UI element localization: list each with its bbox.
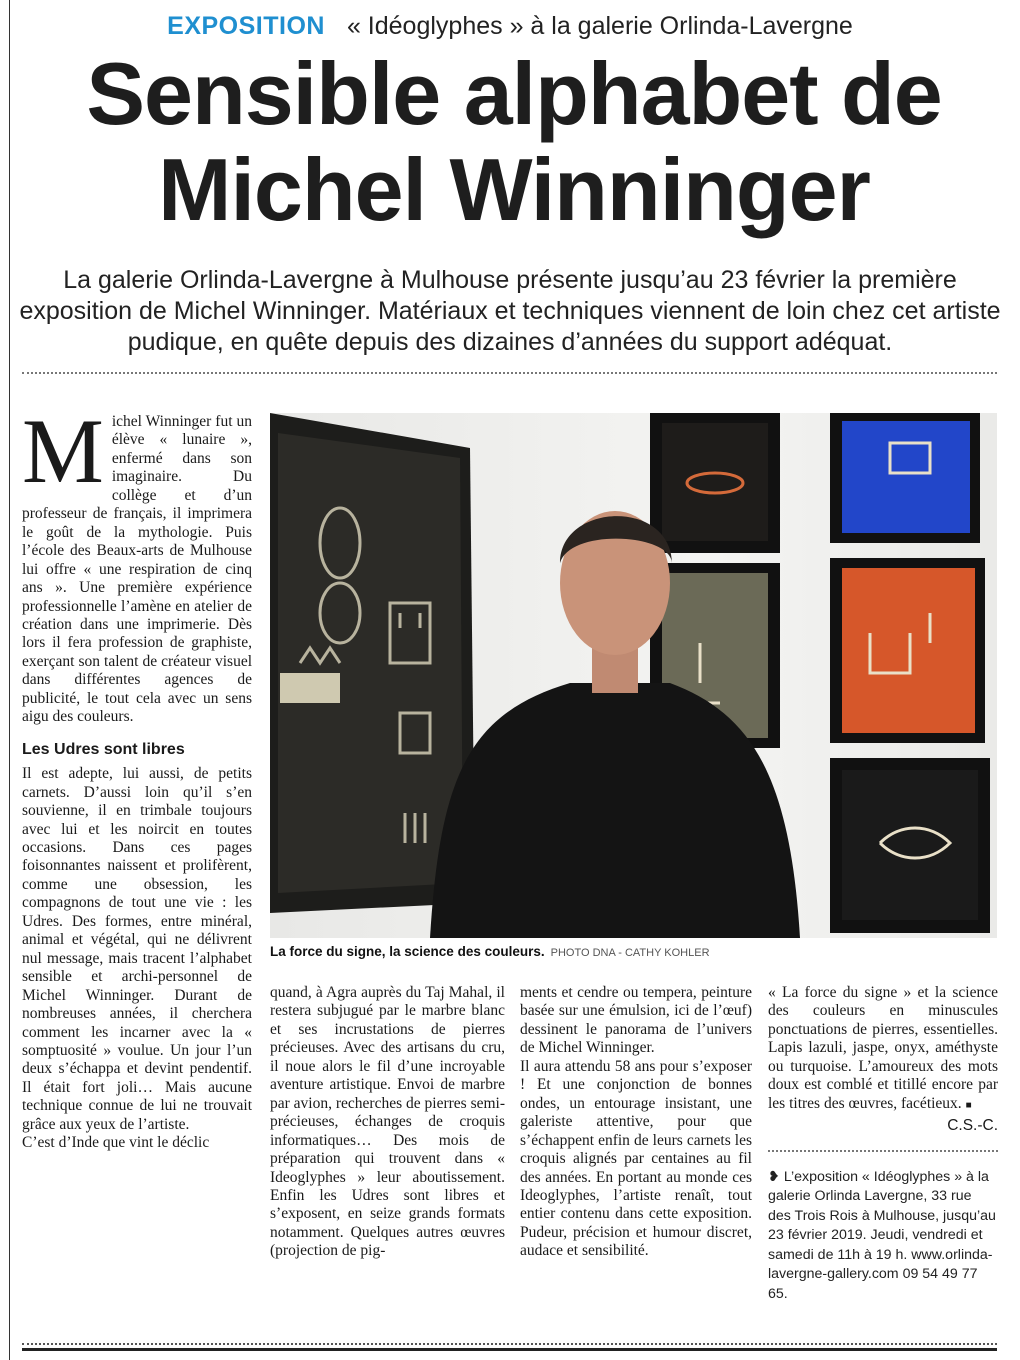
end-mark-icon: ■ — [965, 1099, 972, 1111]
intertitle: Les Udres sont libres — [22, 740, 185, 758]
divider — [22, 372, 997, 374]
photo-artist-gallery — [270, 413, 997, 938]
author-signature: C.S.-C. — [947, 1117, 998, 1135]
paragraph-conclusion-text: « La force du signe » et la science des couleurs en minuscules ponctuations de pierres, essentielles. Lapis lazuli, jaspe, onyx, améthyste ou turquoise. L’amoureux des mots doux est comblé et titillé encore par les titres des œuvres, facétieux. — [768, 984, 998, 1112]
standfirst: La galerie Orlinda-Lavergne à Mulhouse présente jusqu’au 23 février la première exposition de Michel Winninger. Matériaux et techniques viennent de loin chez cet artiste pudique, en quête depuis des dizaines d’années du support adéquat. — [19, 266, 1001, 356]
paragraph-conclusion — [768, 984, 998, 1115]
bottom-rule — [22, 1343, 997, 1351]
rubric-label: EXPOSITION — [167, 12, 325, 40]
headline-line-1: Sensible alphabet de — [86, 44, 942, 143]
column-2 — [270, 984, 505, 1261]
photo-caption — [270, 944, 1000, 959]
paragraph-exposer: Il aura attendu 58 ans pour s’exposer ! Et une conjonction de bonnes ondes, un entourage insistant, une galeriste attentive, pour que s’échappent enfin de leurs carnets les croquis alignés par centaines au fil des années. En portant au monde ces Ideoglyphes, l’artiste renaît, tout entier contenu dans cette exposition. Pudeur, précision et humour discret, audace et sensibilité. — [520, 1057, 752, 1260]
paragraph-udres: Il est adepte, lui aussi, de petits carnets. D’aussi loin qu’il s’en souvienne, il en trimbale toujours avec lui et les noircit en toutes occasions. Dans ces pages foisonnantes naissent et prolifèrent, comme une obsession, les compagnons de tout une vie : les Udres. Des formes, entre minéral, animal et végétal, qui ne délivrent nul message, mais tracent l’alphabet sensible et archi-personnel de Michel Winninger. Durant de nombreuses années, il cherchera comment les incarner avec la « somptuosité » voulue. Un jour l’un deux s’échappa et devint pendentif. Il était fort joli… Mais aucune technique connue de lui ne trouvait grâce aux yeux de l’artiste. — [22, 765, 252, 1133]
column-3 — [520, 984, 752, 1261]
kicker-subtitle: « Idéoglyphes » à la galerie Orlinda-Lavergne — [346, 12, 853, 40]
headline — [14, 46, 1014, 238]
practical-info-text: L’exposition « Idéoglyphes » à la galerie Orlinda Lavergne, 33 rue des Trois Rois à Mulhouse, jusqu’au 23 février 2019. Jeudi, vendredi et samedi de 11h à 19 h. www.orlinda-lavergne-gallery.com 09 54 49 77 65. — [768, 1168, 996, 1302]
drop-cap: M — [22, 400, 104, 502]
practical-info — [768, 1168, 998, 1305]
kicker — [0, 12, 1020, 41]
column-rule — [9, 0, 10, 1360]
arrow-bullet-icon: ❥ — [768, 1168, 780, 1185]
paragraph-intro — [22, 400, 252, 727]
column-4 — [768, 984, 998, 1304]
paragraph-intro-text: ichel Winninger fut un élève « lunaire », enfermé dans son imaginaire. Du collège et d’un professeur de français, il imprimera le goût de la mythologie. Puis l’école des Beaux-arts de Mulhouse lui offre « une respiration de cinq ans ». Une première expérience professionnelle l’amène en atelier de création dans une imprimerie. Dès lors il fera profession de graphiste, exerçant son talent de créateur visuel dans différentes agences de publicité, le tout cela avec un sens aigu des couleurs. — [22, 413, 252, 726]
headline-line-2: Michel Winninger — [158, 140, 870, 239]
info-divider — [768, 1150, 998, 1152]
photo-credit: PHOTO DNA - CATHY KOHLER — [550, 947, 710, 959]
article-photo — [270, 413, 997, 938]
paragraph-inde: quand, à Agra auprès du Taj Mahal, il restera subjugué par le marbre blanc et ses incrustations de pierres précieuses. Avec des artisans du cru, il noue alors le fil d’une incroyable aventure artistique. Envoi de marbre par avion, recherches de pierres semi-précieuses, échanges de croquis informatiques… Des mois de préparation qui trouvent dans « Ideoglyphes » leur aboutissement. Enfin les Udres sont libres et s’exposent, en seize grands formats notamment. Quelques autres œuvres (projection de pig- — [270, 984, 505, 1260]
caption-text: La force du signe, la science des couleurs. — [270, 944, 545, 959]
column-1 — [22, 400, 252, 1153]
paragraph-inde-start: C’est d’Inde que vint le déclic — [22, 1134, 210, 1152]
paragraph-oeuvres: ments et cendre ou tempera, peinture basée sur une émulsion, ici de l’œuf) dessinent le panorama de l’univers de Michel Winninger. — [520, 984, 752, 1057]
